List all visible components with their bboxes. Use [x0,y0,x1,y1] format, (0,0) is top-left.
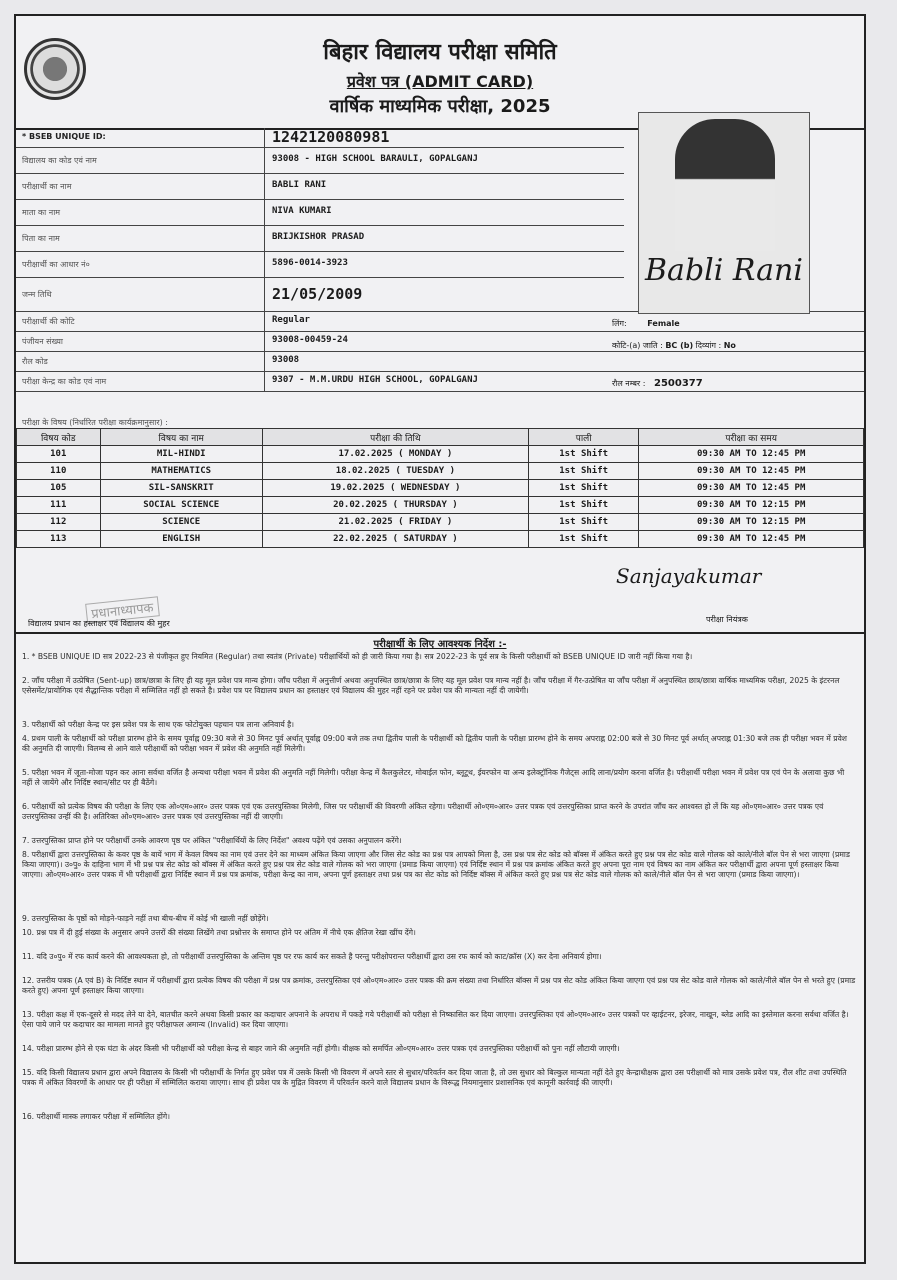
table-header-cell: पाली [528,429,639,446]
table-cell: 09:30 AM TO 12:45 PM [639,446,864,463]
card-title: प्रवेश पत्र (ADMIT CARD) [346,72,534,91]
detail-value: 9307 - M.M.URDU HIGH SCHOOL, GOPALGANJ [272,375,478,385]
table-row [17,463,864,480]
subjects-caption: परीक्षा के विषय (निर्धारित परीक्षा कार्यक्रमानुसार) : [22,418,168,427]
column-divider [264,148,265,173]
instruction-item: 4. प्रथम पाली के परीक्षार्थी को परीक्षा प्रारम्भ होने के समय पूर्वाह्न 09:30 बजे से 30 मिनट पूर्व अर्थात् पूर्वाह्न 09:00 बजे तक तथा द्वितीय पाली के परीक्षार्थी को द्वितीय पाली के परीक्षा प्रारम्भ होने के समय अपराह्न 02:00 बजे से 30 मिनट पूर्व अर्थात् अपराह्न 01:30 बजे तक ही परीक्षा भवन में प्रवेश की अनुमति दी जाएगी। विलम्ब से आने वाले परीक्षार्थी को परीक्षा भवन में प्रवेश की अनुमति नहीं मिलेगी। [22,734,847,753]
detail-row [16,312,864,332]
table-header-cell: परीक्षा का समय [639,429,864,446]
detail-label: * BSEB UNIQUE ID: [22,132,106,141]
roll-number-field [612,378,703,389]
detail-label: परीक्षार्थी का नाम [22,182,72,191]
table-row [17,514,864,531]
table-cell: 113 [17,531,101,548]
category-value: BC (b) [665,341,694,350]
detail-label: पंजीयन संख्या [22,337,63,346]
table-cell: 09:30 AM TO 12:15 PM [639,514,864,531]
table-row [17,480,864,497]
table-cell: SCIENCE [100,514,262,531]
table-row [17,531,864,548]
gender-label: लिंग: [612,319,627,328]
instruction-item: 5. परीक्षा भवन में जूता-मोजा पहन कर आना सर्वथा वर्जित है अन्यथा परीक्षा भवन में प्रवेश की अनुमति नहीं मिलेगी। परीक्षा केन्द्र में कैलकुलेटर, मोबाईल फोन, ब्लूटूथ, ईयरफोन या अन्य इलेक्ट्रॉनिक गैजेट्स आदि लाना/प्रयोग करना वर्जित है। परीक्षार्थी परीक्षा भवन में प्रवेश पत्र एवं पेन के अलावा कुछ भी नहीं ले जायेंगे और निर्दिष्ट स्थान/सीट पर ही बैठेंगे। [22,768,845,787]
exam-name: वार्षिक माध्यमिक परीक्षा, 2025 [329,96,551,117]
table-cell: 111 [17,497,101,514]
controller-signature: Sanjayakumar [616,564,762,588]
instruction-item: 11. यदि उ०पु० में रफ कार्य करने की आवश्यकता हो, तो परीक्षार्थी उत्तरपुस्तिका के अन्तिम पृष्ठ पर रफ कार्य कर सकते है परन्तु परीक्षोपरान्त परीक्षार्थी द्वारा उस रफ कार्य को काट/क्रॉस (X) कर देना अनिवार्य होगा। [22,952,602,961]
detail-row [16,226,624,252]
table-cell: 18.02.2025 ( TUESDAY ) [262,463,528,480]
gender-field [612,318,680,329]
table-row [17,446,864,463]
detail-value: 93008 - HIGH SCHOOL BARAULI, GOPALGANJ [272,154,478,164]
table-cell: MIL-HINDI [100,446,262,463]
detail-row [16,352,864,372]
instruction-item: 10. प्रश्न पत्र में दी हुई संख्या के अनुसार अपने उत्तरों की संख्या लिखेंगे तथा प्रश्नोत्तर के समाप्त होने पर अंतिम में नीचे एक क्षैतिज रेखा खींच देंगे। [22,928,416,937]
instruction-item: 8. परीक्षार्थी द्वारा उत्तरपुस्तिका के कवर पृष्ठ के बायें भाग में केवल विषय का नाम एवं उत्तर देने का माध्यम अंकित किया जाएगा और जिस सेट कोड का प्रश्न पत्र आपको मिला है, उस प्रश्न पत्र सेट कोड को बॉक्स में अंकित करते हुए प्रश्न पत्र सेट कोड वाले गोलक को काले/नीले बॉल पेन से भरा जाएगा (प्रमाड किया जाएगा)। उ०पु० के दाहिना भाग में भी प्रश्न पत्र सेट कोड को बॉक्स में अंकित करते हुए प्रश्न पत्र सेट कोड वाले गोलक को भरा जाएगा (प्रमाड किया जाएगा) एवं निर्दिष्ट स्थान में प्रश्न पत्र क्रमांक अंकित करते हुए अपना पूरा नाम एवं विषय का नाम अंकित कर परीक्षार्थी द्वारा अपना पूर्ण हस्ताक्षर किया जाएगा। ओ०एम०आर० उत्तर पत्रक में भी परीक्षार्थी द्वारा निर्दिष्ट स्थान में प्रश्न पत्र क्रमांक, परीक्षा केन्द्र का नाम, अपना पूर्ण हस्ताक्षर तथा प्रश्न पत्र का सेट कोड को निर्दिष्ट बॉक्स में अंकित करते हुए प्रश्न पत्र सेट कोड वाले गोलक को काले/नीले बॉल पेन से भरा जाएगा (प्रमाड किया जाएगा)। [22,850,850,879]
principal-label: विद्यालय प्रधान का हस्ताक्षर एवं विद्यालय की मुहर [28,619,170,628]
table-cell: 09:30 AM TO 12:45 PM [639,480,864,497]
column-divider [264,200,265,225]
table-cell: 09:30 AM TO 12:45 PM [639,463,864,480]
detail-row [16,148,624,174]
column-divider [264,226,265,251]
column-divider [264,332,265,351]
divider [16,632,864,634]
photo-image [675,119,775,251]
table-cell: 110 [17,463,101,480]
table-cell: 1st Shift [528,531,639,548]
instruction-item: 6. परीक्षार्थी को प्रत्येक विषय की परीक्षा के लिए एक ओ०एम०आर० उत्तर पत्रक एवं एक उत्तरपुस्तिका मिलेगी, जिस पर परीक्षार्थी की विवरणी अंकित रहेगा। परीक्षार्थी ओ०एम०आर० उत्तर पत्रक एवं उत्तरपुस्तिका प्राप्त करने के उपरांत जाँच कर आश्वस्त हो लें कि यह ओ०एम०आर० उत्तर पत्रक एवं उत्तरपुस्तिका उन्हीं की है। अतिरिक्त ओ०एम०आर० उत्तर पत्रक एवं उत्तरपुस्तिका नहीं दी जाएगी। [22,802,824,821]
detail-value: 21/05/2009 [272,285,363,303]
table-cell: 1st Shift [528,497,639,514]
table-cell: 112 [17,514,101,531]
student-signature: Babli Rani [645,253,803,288]
detail-row [16,174,624,200]
column-divider [264,174,265,199]
detail-row [16,252,624,278]
detail-label: विद्यालय का कोड एवं नाम [22,156,97,165]
detail-label: परीक्षा केन्द्र का कोड एवं नाम [22,377,107,386]
table-cell: 09:30 AM TO 12:45 PM [639,531,864,548]
roll-number-label: रौल नम्बर : [612,379,646,388]
detail-label: पिता का नाम [22,234,60,243]
exam-schedule-table [16,428,864,548]
detail-label: जन्म तिथि [22,290,52,299]
table-cell: 21.02.2025 ( FRIDAY ) [262,514,528,531]
category-label: कोटि-(a) जाति : [612,341,663,350]
instruction-item: 13. परीक्षा कक्ष में एक-दूसरे से मदद लेने या देने, बातचीत करने अथवा किसी प्रकार का कदाचार अपनाने के अपराध में पकड़े गये परीक्षार्थी को परीक्षा से निष्कासित कर दिया जाएगा। उत्तरपुस्तिका एवं ओ०एम०आर० उत्तर पत्रकों पर व्हाईटनर, इरेजर, नाखून, ब्लेड आदि का इस्तेमाल करना सर्वथा वर्जित है। ऐसा पाये जाने पर कदाचार का मामला मानते हुए परीक्षाफल अमान्य (Invalid) कर दिया जाएगा। [22,1010,849,1029]
detail-row [16,372,864,392]
category-field [612,340,736,351]
table-cell: MATHEMATICS [100,463,262,480]
admit-card [14,14,866,1264]
student-photo [638,112,810,314]
detail-value: BRIJKISHOR PRASAD [272,232,365,242]
detail-row [16,200,624,226]
detail-value: 1242120080981 [272,128,390,146]
instruction-item: 14. परीक्षा प्रारम्भ होने से एक घंटा के अंदर किसी भी परीक्षार्थी को परीक्षा केन्द्र से बाहर जाने की अनुमति नहीं होगी। वीक्षक को समर्पित ओ०एम०आर० उत्तर पत्रक एवं उत्तरपुस्तिका परीक्षार्थी को पुनः नहीं लौटायी जाएगी। [22,1044,620,1053]
divyang-label: दिव्यांग : [695,341,722,350]
detail-label: परीक्षार्थी की कोटि [22,317,75,326]
column-divider [264,352,265,371]
divyang-value: No [723,341,736,350]
table-cell: 19.02.2025 ( WEDNESDAY ) [262,480,528,497]
table-cell: ENGLISH [100,531,262,548]
table-cell: 22.02.2025 ( SATURDAY ) [262,531,528,548]
detail-value: 93008 [272,355,300,365]
instruction-item: 1. * BSEB UNIQUE ID सत्र 2022-23 से पंजीकृत हुए नियमित (Regular) तथा स्वतंत्र (Private) परीक्षार्थियों को ही जारी किया गया है। सत्र 2022-23 के पूर्व सत्र के किसी परीक्षार्थी को BSEB UNIQUE ID जारी नहीं किया गया है। [22,652,693,661]
detail-value: NIVA KUMARI [272,206,332,216]
table-header-row [17,429,864,446]
table-cell: 105 [17,480,101,497]
table-cell: SIL-SANSKRIT [100,480,262,497]
board-name: बिहार विद्यालय परीक्षा समिति [323,40,557,65]
detail-label: माता का नाम [22,208,61,217]
instruction-item: 7. उत्तरपुस्तिका प्राप्त होने पर परीक्षार्थी उनके आवरण पृष्ठ पर अंकित "परीक्षार्थियों के लिए निर्देश" अवश्य पढ़ेंगे एवं उसका अनुपालन करेंगे। [22,836,402,845]
table-body [17,446,864,548]
table-header-cell: परीक्षा की तिथि [262,429,528,446]
detail-value: BABLI RANI [272,180,327,190]
instruction-item: 2. जाँच परीक्षा में उत्प्रेषित (Sent-up) छात्र/छात्रा के लिए ही यह मूल प्रवेश पत्र मान्य होगा। जाँच परीक्षा में अनुत्तीर्ण अथवा अनुपस्थित छात्र/छात्रा के लिए यह मूल प्रवेश पत्र मान्य नहीं है। जाँच परीक्षा में गैर-उत्प्रेषित या जाँच परीक्षा में अनुपस्थित छात्र/छात्रा वार्षिक माध्यमिक परीक्षा, 2025 के इंटरनल एसेसमेंट/प्रायोगिक एवं सैद्धान्तिक परीक्षा में सम्मिलित नहीं हो सकते है। प्रवेश पत्र पर विद्यालय प्रधान का हस्ताक्षर एवं विद्यालय की मुहर नहीं रहने पर प्रवेश पत्र की मान्यता नहीं दी जायेगी। [22,676,840,695]
detail-label: परीक्षार्थी का आधार नं० [22,260,90,269]
column-divider [264,252,265,277]
instruction-item: 3. परीक्षार्थी को परीक्षा केन्द्र पर इस प्रवेश पत्र के साथ एक फोटोयुक्त पहचान पत्र लाना अनिवार्य है। [22,720,295,729]
table-cell: 1st Shift [528,463,639,480]
table-row [17,497,864,514]
detail-label: रौल कोड [22,357,48,366]
table-header-cell: विषय का नाम [100,429,262,446]
detail-value: Regular [272,315,310,325]
instruction-item: 12. उत्तरीय पत्रक (A एवं B) के निर्दिष्ट स्थान में परीक्षार्थी द्वारा प्रत्येक विषय की परीक्षा में प्रश्न पत्र क्रमांक, उत्तरपुस्तिका एवं ओ०एम०आर० उत्तर पत्रक की क्रम संख्या तथा निर्धारित बॉक्स में प्रश्न पत्र सेट कोड अंकित किया जाएगा एवं प्रश्न पत्र सेट कोड वाले गोलक को काले/नीले बॉल पेन से भरते हुए (प्रमाड करते हुए) अपना पूर्ण हस्ताक्षर किया जाएगा। [22,976,856,995]
table-cell: SOCIAL SCIENCE [100,497,262,514]
detail-row [16,332,864,352]
table-cell: 101 [17,446,101,463]
instruction-item: 16. परीक्षार्थी मास्क लगाकर परीक्षा में सम्मिलित होंगे। [22,1112,171,1121]
table-cell: 17.02.2025 ( MONDAY ) [262,446,528,463]
detail-row [16,128,624,148]
table-cell: 1st Shift [528,514,639,531]
roll-number-value: 2500377 [653,378,703,389]
gender-value: Female [647,319,680,328]
column-divider [264,312,265,331]
table-cell: 09:30 AM TO 12:15 PM [639,497,864,514]
instruction-item: 15. यदि किसी विद्यालय प्रधान द्वारा अपने विद्यालय के किसी भी परीक्षार्थी के निर्गत हुए प्रवेश पत्र में उसके किसी भी विवरण में अपने स्तर से सुधार/परिवर्तन कर दिया जाता है, तो उस सुधार को बिल्कुल मान्यता नहीं देते हुए केन्द्राधीक्षक द्वारा उस परीक्षार्थी को मात्र उसके प्रवेश पत्र, रौल शीट तथा उपस्थिति पत्रक में अंकित विवरणों के आधार पर ही परीक्षा में सम्मिलित कराया जाएगा। साथ ही प्रवेश पत्र के मुद्रित विवरण में परिवर्तन करने वाले विद्यालय प्रधान के विरूद्ध नियमानुसार प्रशासनिक एवं कानूनी कार्रवाई की जाएगी। [22,1068,847,1087]
table-cell: 1st Shift [528,446,639,463]
table-cell: 20.02.2025 ( THURSDAY ) [262,497,528,514]
school-stamp: प्रधानाध्यापक [85,596,159,623]
table-cell: 1st Shift [528,480,639,497]
column-divider [264,128,265,147]
detail-value: 5896-0014-3923 [272,258,348,268]
instructions-title: परीक्षार्थी के लिए आवश्यक निर्देश :- [373,639,507,650]
table-header-cell: विषय कोड [17,429,101,446]
detail-value: 93008-00459-24 [272,335,348,345]
controller-label: परीक्षा नियंत्रक [706,615,748,624]
instruction-item: 9. उत्तरपुस्तिका के पृष्ठों को मोड़ने-फाड़ने नहीं तथा बीच-बीच में कोई भी खाली नहीं छोड़ेंगे। [22,914,269,923]
column-divider [264,372,265,391]
column-divider [264,278,265,311]
